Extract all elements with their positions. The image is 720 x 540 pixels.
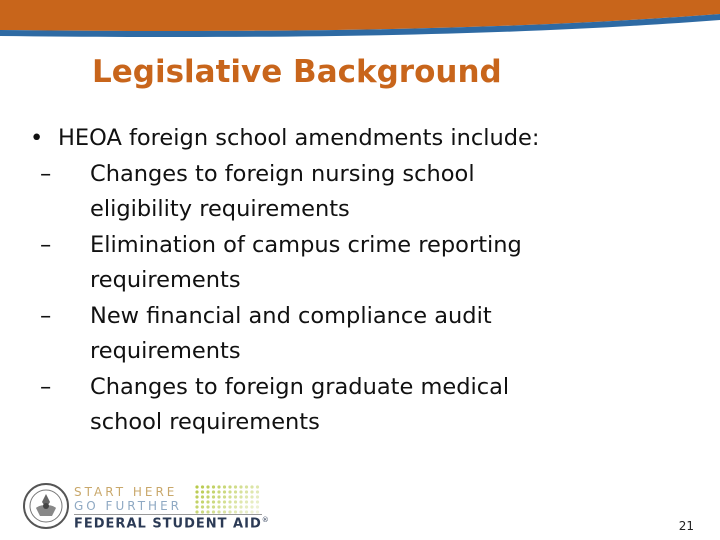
bullet-marker: • [30, 125, 44, 151]
sub-item-text: Changes to foreign nursing school [90, 160, 475, 187]
sub-list [30, 157, 700, 441]
sub-item-nursing [30, 157, 700, 228]
header-banner [0, 0, 720, 56]
logo-fsa-text: FEDERAL STUDENT AID [74, 516, 262, 532]
sub-item-audit [30, 299, 700, 370]
sub-item-text: Elimination of campus crime reporting [90, 231, 522, 258]
sub-item-text: Changes to foreign graduate medical [90, 373, 510, 400]
logo-go-further: GO FURTHER [74, 499, 182, 513]
sub-item-text-continued: requirements [90, 267, 241, 293]
sub-item-text-continued: school requirements [90, 409, 320, 435]
sub-marker: – [40, 302, 52, 329]
bullet-item [30, 121, 700, 157]
sub-marker: – [40, 160, 52, 187]
sub-marker: – [40, 231, 52, 258]
logo-start-here: START HERE [74, 485, 178, 499]
sub-item-text-continued: eligibility requirements [90, 196, 350, 222]
sub-list-container [30, 157, 700, 441]
federal-student-aid-logo [22, 482, 270, 534]
sub-item-text: New financial and compliance audit [90, 302, 492, 329]
sub-marker: – [40, 373, 52, 400]
department-seal-icon [22, 482, 70, 530]
sub-item-campus-crime [30, 228, 700, 299]
bullet-list [30, 121, 700, 441]
bullet-text: HEOA foreign school amendments include: [58, 125, 540, 151]
page-number: 21 [678, 519, 694, 533]
slide-title: Legislative Background [92, 54, 502, 90]
sub-item-medical-school [30, 370, 700, 441]
sub-item-text-continued: requirements [90, 338, 241, 364]
registered-mark: ® [261, 516, 270, 524]
dot-grid-icon [194, 484, 264, 516]
logo-federal-student-aid [74, 516, 270, 531]
